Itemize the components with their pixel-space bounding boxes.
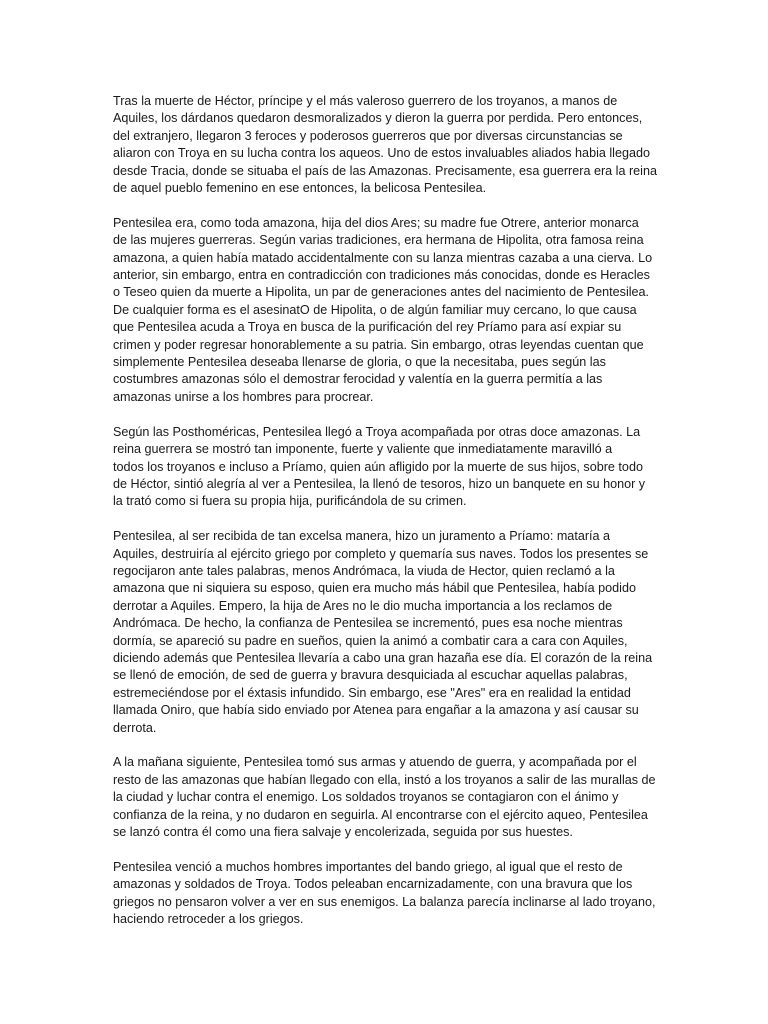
text-line: se llenó de emoción, de sed de guerra y bravura desquiciada al escuchar aquellas palabras, <box>113 668 628 683</box>
paragraph-6 <box>113 859 661 929</box>
text-line: A la mañana siguiente, Pentesilea tomó sus armas y atuendo de guerra, y acompañada por el <box>113 755 637 770</box>
text-line: diciendo además que Pentesilea llevaría a cabo una gran hazaña ese día. El corazón de la reina <box>113 650 653 665</box>
text-line: dormía, se apareció su padre en sueños, quien la animó a combatir cara a cara con Aquiles, <box>113 633 628 648</box>
text-line: reina guerrera se mostró tan imponente, fuerte y valiente que inmediatamente maravilló a <box>113 442 613 457</box>
paragraph-4 <box>113 528 661 737</box>
text-line: se lanzó contra él como una fiera salvaje y encolerizada, seguida por sus huestes. <box>113 825 573 839</box>
text-line: derrotar a Aquiles. Empero, la hija de Ares no le dio mucha importancia a los reclamos de <box>113 598 613 613</box>
document-page <box>113 93 661 946</box>
text-line: Andrómaca. De hecho, la confianza de Pentesilea se incrementó, pues esa noche mientras <box>113 616 623 631</box>
text-line: amazonas unirse a los hombres para procrear. <box>113 389 374 404</box>
text-line: derrota. <box>113 720 157 735</box>
paragraph-3 <box>113 424 661 511</box>
paragraph-2 <box>113 215 661 406</box>
text-line: llamada Oniro, que había sido enviado por Atenea para engañar a la amazona y así causar su <box>113 703 639 718</box>
paragraph-1 <box>113 93 661 197</box>
text-line: Pentesilea era, como toda amazona, hija del dios Ares; su madre fue Otrere, anterior monarca <box>113 215 639 230</box>
text-line: Pentesilea venció a muchos hombres importantes del bando griego, al igual que el resto de <box>113 859 623 874</box>
text-line: que Pentesilea acuda a Troya en busca de la purificación del rey Príamo para así expiar su <box>113 320 622 335</box>
text-line: de Héctor, sintió alegría al ver a Pentesilea, la llenó de tesoros, hizo un banquete en su honor y <box>113 476 646 491</box>
text-line: De cualquier forma es el asesinatO de Hipolita, o de algún familiar muy cercano, lo que causa <box>113 302 637 317</box>
text-line: resto de las amazonas que habían llegado con ella, instó a los troyanos a salir de las murallas de <box>113 772 656 787</box>
text-line: Aquiles, destruiría al ejército griego por completo y quemaría sus naves. Todos los presentes se <box>113 546 649 561</box>
text-line: griegos no pensaron volver a ver en sus enemigos. La balanza parecía inclinarse al lado troyano, <box>113 894 656 909</box>
text-line: haciendo retroceder a los griegos. <box>113 912 304 927</box>
text-line: regocijaron ante tales palabras, menos Andrómaca, la viuda de Hector, quien reclamó a la <box>113 563 615 578</box>
text-line: de las mujeres guerreras. Según varias tradiciones, era hermana de Hipolita, otra famosa reina <box>113 233 644 248</box>
text-line: amazonas y soldados de Troya. Todos peleaban encarnizadamente, con una bravura que los <box>113 877 633 892</box>
text-line: confianza de la reina, y no dudaron en seguirla. Al encontrarse con el ejército aqueo, Pentesilea <box>113 807 648 822</box>
text-line: crimen y poder regresar honorablemente a su patria. Sin embargo, otras leyendas cuentan que <box>113 337 644 352</box>
text-line: de aquel pueblo femenino en ese entonces, la belicosa Pentesilea. <box>113 181 487 196</box>
text-line: anterior, sin embargo, entra en contradicción con tradiciones más conocidas, donde es Heracles <box>113 268 650 283</box>
text-line: desde Tracia, donde se situaba el país de las Amazonas. Precisamente, esa guerrera era la reina <box>113 163 657 178</box>
text-line: Aquiles, los dárdanos quedaron desmoralizados y dieron la guerra por perdida. Pero entonces, <box>113 111 643 126</box>
text-line: o Teseo quien da muerte a Hipolita, un par de generaciones antes del nacimiento de Pentesilea. <box>113 285 650 300</box>
text-line: amazona que ni siquiera su esposo, quien era mucho más hábil que Pentesilea, había podido <box>113 581 636 596</box>
text-line: amazona, a quien había matado accidentalmente con su lanza mientras cazaba a una cierva. Lo <box>113 250 653 265</box>
text-line: la trató como si fuera su propia hija, purificándola de su crimen. <box>113 494 467 509</box>
text-line: estremeciéndose por el éxtasis infundido. Sin embargo, ese "Ares" era en realidad la entidad <box>113 685 631 700</box>
text-line: la ciudad y luchar contra el enemigo. Los soldados troyanos se contagiaron con el ánimo y <box>113 790 619 805</box>
text-line: Según las Posthoméricas, Pentesilea llegó a Troya acompañada por otras doce amazonas. La <box>113 424 641 439</box>
text-line: del extranjero, llegaron 3 feroces y poderosos guerreros que por diversas circunstancias se <box>113 128 623 143</box>
text-line: Pentesilea, al ser recibida de tan excelsa manera, hizo un juramento a Príamo: mataría a <box>113 529 611 544</box>
text-line: simplemente Pentesilea deseaba llenarse de gloria, o que la necesitaba, pues según las <box>113 355 606 370</box>
text-line: Tras la muerte de Héctor, príncipe y el más valeroso guerrero de los troyanos, a manos de <box>113 94 618 108</box>
text-line: todos los troyanos e incluso a Príamo, quien aún afligido por la muerte de sus hijos, sobre todo <box>113 459 643 474</box>
text-line: costumbres amazonas sólo el demostrar ferocidad y valentía en la guerra permitía a las <box>113 372 603 387</box>
paragraph-5 <box>113 754 661 841</box>
text-line: aliaron con Troya en su lucha contra los aqueos. Uno de estos invaluables aliados habia llegado <box>113 146 650 161</box>
